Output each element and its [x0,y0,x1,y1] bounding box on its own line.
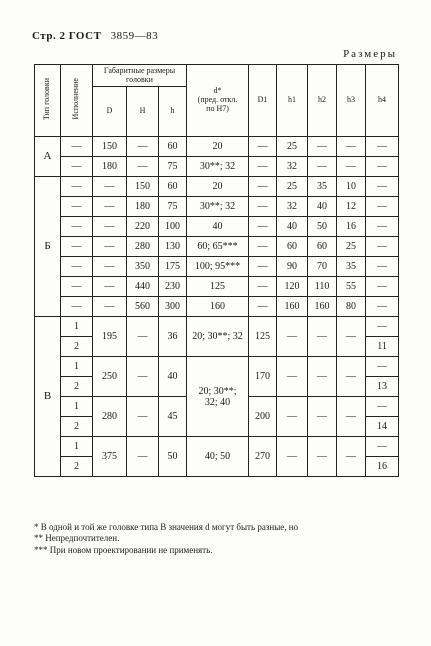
table-row: — — 180 75 30**; 32 — 32 40 12 — [35,197,399,217]
table-row: В 1 195 — 36 20; 30**; 32 125 — — — — [35,317,399,337]
col-D-header: D [93,87,127,137]
page-title: Стр. 2 ГОСТ [32,30,102,42]
units-label: Размеры [343,48,397,60]
dimensions-table [34,64,399,477]
d-cell-merged: 20; 30**; 32; 40 [187,357,249,437]
type-cell: А [35,137,61,177]
footnote: ** Непредпочтителен. [34,533,120,544]
col-D1-header: D1 [249,65,277,137]
col-h3-header: h3 [337,65,366,137]
type-cell: Б [35,177,61,317]
table-row: 1 250 — 40 20; 30**; 32; 40 170 — — — — [35,357,399,377]
table-row: — — 280 130 60; 65*** — 60 60 25 — [35,237,399,257]
col-H-header: H [127,87,159,137]
table-row: — — 440 230 125 — 120 110 55 — [35,277,399,297]
table-row: — — 350 175 100; 95*** — 90 70 35 — [35,257,399,277]
table-row: — — 220 100 40 — 40 50 16 — [35,217,399,237]
col-d-header: d* (пред. откл. по H7) [187,65,249,137]
footnotes [34,522,398,556]
table-row: 2 16 [35,457,399,477]
table-row: 2 13 [35,377,399,397]
standard-number: 3859—83 [110,30,159,42]
col-type-header: Тип головки [35,65,61,137]
table-row: А — 150 — 60 20 — 25 — — — [35,137,399,157]
table-row: Б — — 150 60 20 — 25 35 10 — [35,177,399,197]
col-execution-header: Исполнение [61,65,93,137]
table-row: — — 560 300 160 — 160 160 80 — [35,297,399,317]
col-h1-header: h1 [277,65,308,137]
table-row: 1 280 — 45 200 — — — — [35,397,399,417]
table-row: — 180 — 75 30**; 32 — 32 — — — [35,157,399,177]
col-h2-header: h2 [308,65,337,137]
col-h4-header: h4 [366,65,399,137]
table-row: 2 14 [35,417,399,437]
col-h-header: h [159,87,187,137]
footnote: *** При новом проектировании не применять. [34,544,213,555]
type-cell: В [35,317,61,477]
page-header [32,30,158,42]
table-row: 2 11 [35,337,399,357]
footnote: * В одной и той же головке типа В значения d могут быть разные, но [34,522,299,532]
col-dims-group-header: Габаритные размеры головки [93,65,187,87]
table-row: 1 375 — 50 40; 50 270 — — — — [35,437,399,457]
